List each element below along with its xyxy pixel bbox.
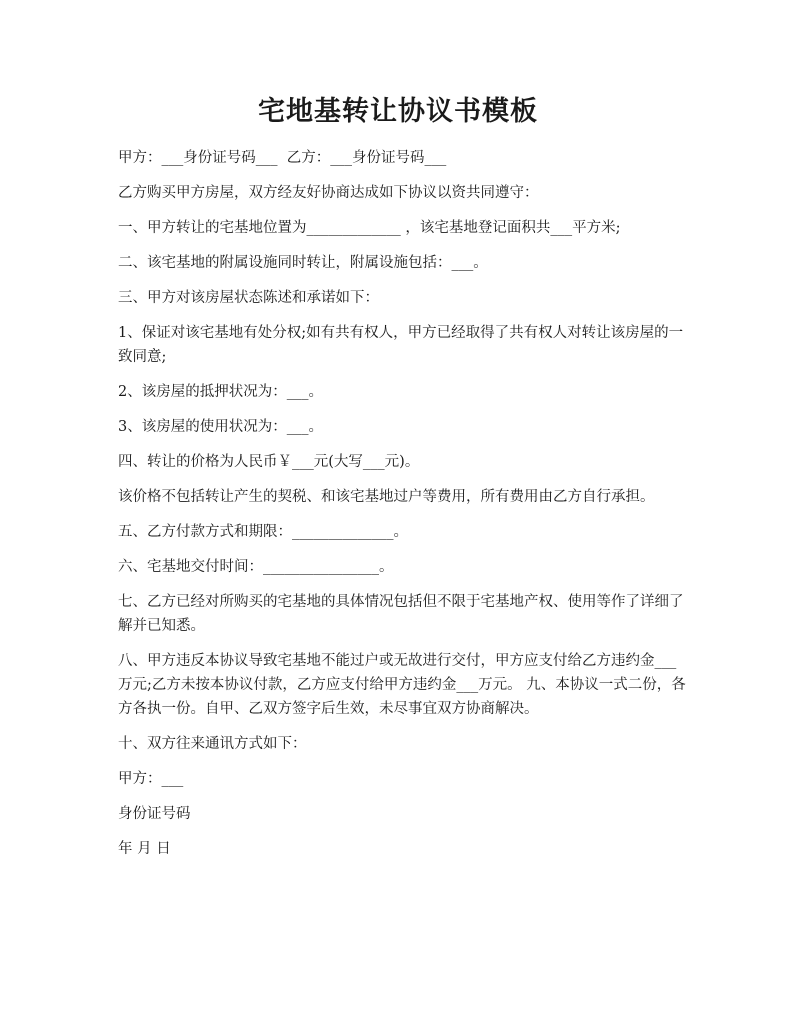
parties-line: 甲方：___身份证号码___ 乙方：___身份证号码___ (118, 150, 447, 166)
clause-10: 十、双方往来通讯方式如下： (118, 736, 307, 752)
clause-3: 三、甲方对该房屋状态陈述和承诺如下： (118, 290, 379, 306)
id-number-label: 身份证号码 (118, 806, 191, 822)
preamble: 乙方购买甲方房屋，双方经友好协商达成如下协议以资共同遵守： (118, 185, 539, 201)
clause-1: 一、甲方转让的宅基地位置为_____________ ，该宅基地登记面积共___平方米; (118, 220, 621, 236)
document-title: 宅地基转让协议书模板 (258, 96, 538, 127)
clause-8-9: 八、甲方违反本协议导致宅基地不能过户或无故进行交付，甲方应支付给乙方违约金___万元;乙方未按本协议付款，乙方应支付给甲方违约金___万元。 九、本协议一式二份，各方各执一份。自甲、乙双方签字后生效，未尽事宜双方协商解决。 (118, 653, 686, 717)
clause-3-item-1: 1、保证对该宅基地有处分权;如有共有权人，甲方已经取得了共有权人对转让该房屋的一致同意; (118, 325, 684, 365)
clause-3-item-2: 2、该房屋的抵押状况为：___。 (118, 384, 323, 400)
clause-4-note: 该价格不包括转让产生的契税、和该宅基地过户等费用，所有费用由乙方自行承担。 (118, 489, 655, 505)
clause-4: 四、转让的价格为人民币￥___元(大写___元)。 (118, 454, 420, 470)
party-a-contact: 甲方：___ (118, 771, 184, 787)
date-line: 年 月 日 (118, 841, 171, 857)
clause-3-item-3: 3、该房屋的使用状况为：___。 (118, 419, 323, 435)
clause-2: 二、该宅基地的附属设施同时转让，附属设施包括：___。 (118, 255, 488, 271)
clause-6: 六、宅基地交付时间：________________。 (118, 559, 394, 575)
document-body (118, 146, 688, 872)
clause-7: 七、乙方已经对所购买的宅基地的具体情况包括但不限于宅基地产权、使用等作了详细了解并已知悉。 (118, 594, 684, 634)
clause-5: 五、乙方付款方式和期限：______________。 (118, 524, 408, 540)
